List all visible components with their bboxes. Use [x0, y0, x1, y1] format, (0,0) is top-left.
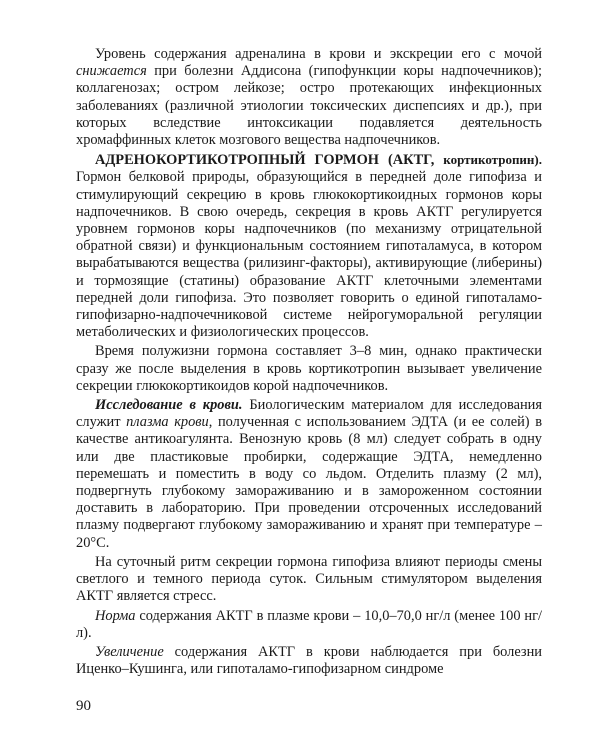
paragraph-acth-definition [76, 151, 542, 341]
body-text [76, 46, 542, 680]
section-heading-acth: АДРЕНОКОРТИКОТРОПНЫЙ ГОРМОН (АКТГ, [95, 152, 444, 169]
emphasis-blood-plasma: плазма крови [126, 414, 209, 431]
paragraph-daily-rhythm [76, 554, 542, 606]
paragraph-text: Биологическим материалом для исследования служит [76, 397, 542, 431]
paragraph-text: Уровень содержания адреналина в крови и экскреции его с мочой [95, 46, 542, 62]
paragraph-text: при болезни Аддисона (гипофункции коры надпочечников); коллагенозах; остром лейкозе; остро протекающих инфекционных заболеваниях (различной этиологии токсических диспепсиях и др.), при которых вследствие интоксикации подавляется деятельность хромаффинных клеток мозгового вещества надпочечников. [76, 63, 542, 149]
section-heading-corticotropin: кортикотропин). [443, 152, 542, 168]
paragraph-half-life [76, 343, 542, 395]
paragraph-text: Гормон белковой природы, образующийся в передней доле гипофиза и стимулирующий секрецию в кровь глюкокортикоидных гормонов коры надпочечников. В свою очередь, секреция в кровь АКТГ регулируется уровнем гормонов коры надпочечников (по механизму отрицательной обратной связи) и функциональным состоянием гипоталамуса, в котором вырабатываются вещества (рилизинг-факторы), активирующие (либерины) и тормозящие (статины) образование АКТГ клеточными элементами передней доли гипофиза. Это позволяет говорить о единой гипоталамо-гипофизарно-надпочечниковой системе нейрогуморальной регуляции метаболических и физиологических процессов. [76, 169, 542, 341]
paragraph-increase [76, 644, 542, 678]
paragraph-text: Время полужизни гормона составляет 3–8 мин, однако практически сразу же после выделения в кровь кортикотропин вызывает увеличение секреции глюкокортикоидов корой надпочечников. [76, 343, 542, 394]
emphasis-increase: Увеличение [95, 643, 164, 660]
paragraph-text: содержания АКТГ в крови наблюдается при болезни Иценко–Кушинга, или гипоталамо-гипофизарном синдроме [76, 643, 542, 678]
emphasis-decreases: снижается [76, 63, 147, 80]
paragraph-text: , полученная с использованием ЭДТА (и ее солей) в качестве антикоагулянта. Венозную кровь (8 мл) следует собрать в одну или две пластиковые пробирки, содержащие ЭДТА, немедленно перемешать и поместить в воду со льдом. Отделить плазму (2 мл), подвергнуть глубокому замораживанию и в замороженном состоянии доставить в лабораторию. При проведении отсроченных исследований плазму подвергают глубокому замораживанию и хранят при температуре –20°С. [76, 414, 542, 551]
emphasis-norm: Норма [95, 607, 136, 624]
subheading-blood-test: Исследование в крови. [95, 397, 243, 414]
paragraph-blood-test [76, 397, 542, 552]
paragraph-adrenaline-decrease [76, 46, 542, 149]
paragraph-text: На суточный ритм секреции гормона гипофиза влияют периоды смены светлого и темного периода суток. Сильным стимулятором выделения АКТГ является стресс. [76, 553, 542, 605]
paragraph-norm [76, 608, 542, 642]
paragraph-text: содержания АКТГ в плазме крови – 10,0–70,0 нг/л (менее 100 нг/л). [76, 607, 542, 641]
page-number: 90 [76, 698, 91, 714]
